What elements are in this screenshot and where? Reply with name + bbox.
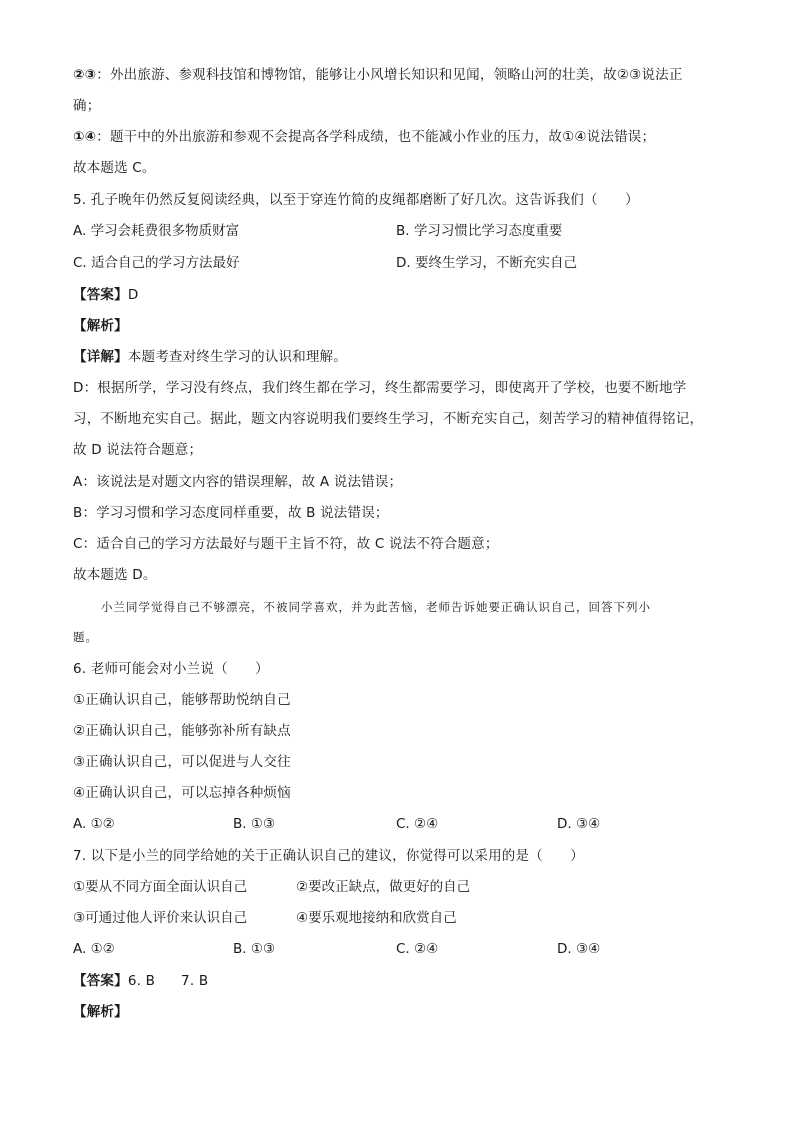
q7-option-d: D. ③④ (557, 941, 601, 957)
q6-option-a: A. ①② (73, 816, 115, 832)
intro-text-3: ：题干中的外出旅游和参观不会提高各学科成绩，也不能减小作业的压力，故①④说法错误； (96, 129, 656, 145)
q5-b-line: B：学习习惯和学习态度同样重要，故 B 说法错误； (73, 505, 389, 521)
q5-c-line: C：适合自己的学习方法最好与题干主旨不符，故 C 说法不符合题意； (73, 536, 499, 552)
q6-item-1: ①正确认识自己，能够帮助悦纳自己 (73, 692, 291, 708)
intro-line-1 (73, 66, 683, 84)
q5-d-line-1: D：根据所学，学习没有终点，我们终生都在学习，终生都需要学习，即使离开了学校，也要不断地学 (73, 380, 687, 396)
intro-text-1: ：外出旅游、参观科技馆和博物馆，能够让小风增长知识和见闻，领略山河的壮美，故②③说法正 (96, 67, 683, 83)
q5-d-line-2: 习，不断地充实自己。据此，题文内容说明我们要终生学习，不断充实自己，刻苦学习的精神值得铭记， (73, 411, 704, 427)
material-line-1: 小兰同学觉得自己不够漂亮，不被同学喜欢，并为此苦恼，老师告诉她要正确认识自己，回答下列小 (101, 600, 651, 614)
intro-line-2: 确； (73, 98, 101, 114)
q5-option-c: C. 适合自己的学习方法最好 (73, 255, 240, 271)
answer-label: 【答案】 (73, 287, 128, 303)
q6-option-c: C. ②④ (396, 816, 439, 832)
q7-item-3: ③可通过他人评价来认识自己 (73, 910, 248, 926)
q7-option-b: B. ①③ (233, 941, 276, 957)
q5-a-line: A：该说法是对题文内容的错误理解，故 A 说法错误； (73, 474, 403, 490)
answers-6-7 (73, 972, 208, 990)
q5-detail (73, 348, 347, 366)
q7-item-2: ②要改正缺点，做更好的自己 (296, 879, 471, 895)
q6-item-3: ③正确认识自己，可以促进与人交往 (73, 754, 291, 770)
q6-stem: 6. 老师可能会对小兰说（ ） (73, 661, 269, 677)
q6-item-2: ②正确认识自己，能够弥补所有缺点 (73, 723, 291, 739)
intro-tag-14: ①④ (73, 129, 97, 145)
q6-option-d: D. ③④ (557, 816, 601, 832)
answer-6: 6. B (127, 973, 156, 989)
detail-label: 【详解】 (73, 349, 128, 365)
q7-option-a: A. ①② (73, 941, 115, 957)
q7-item-4: ④要乐观地接纳和欣赏自己 (296, 910, 457, 926)
q5-answer (73, 286, 138, 304)
q7-stem: 7. 以下是小兰的同学给她的关于正确认识自己的建议，你觉得可以采用的是（ ） (73, 848, 584, 864)
material-line-2: 题。 (73, 630, 98, 644)
answer-7: 7. B (181, 973, 209, 989)
q5-conclusion: 故本题选 D。 (73, 567, 157, 583)
answers-label: 【答案】 (73, 973, 128, 989)
q5-d-line-3: 故 D 说法符合题意； (73, 442, 203, 458)
q6-option-b: B. ①③ (233, 816, 276, 832)
detail-intro: 本题考查对终生学习的认识和理解。 (127, 349, 348, 365)
q5-stem: 5. 孔子晚年仍然反复阅读经典，以至于穿连竹简的皮绳都磨断了好几次。这告诉我们（ ） (73, 192, 639, 208)
intro-tag-23: ②③ (73, 67, 97, 83)
intro-line-3 (73, 128, 655, 146)
q7-item-1: ①要从不同方面全面认识自己 (73, 879, 248, 895)
q7-option-c: C. ②④ (396, 941, 439, 957)
analysis-label-67: 【解析】 (73, 1004, 128, 1020)
q5-option-b: B. 学习习惯比学习态度重要 (396, 223, 563, 239)
q5-option-a: A. 学习会耗费很多物质财富 (73, 223, 240, 239)
q5-analysis-label: 【解析】 (73, 318, 128, 334)
answer-value: D (127, 287, 139, 303)
q6-item-4: ④正确认识自己，可以忘掉各种烦恼 (73, 785, 291, 801)
q5-option-d: D. 要终生学习，不断充实自己 (396, 255, 577, 271)
intro-conclusion: 故本题选 C。 (73, 160, 156, 176)
